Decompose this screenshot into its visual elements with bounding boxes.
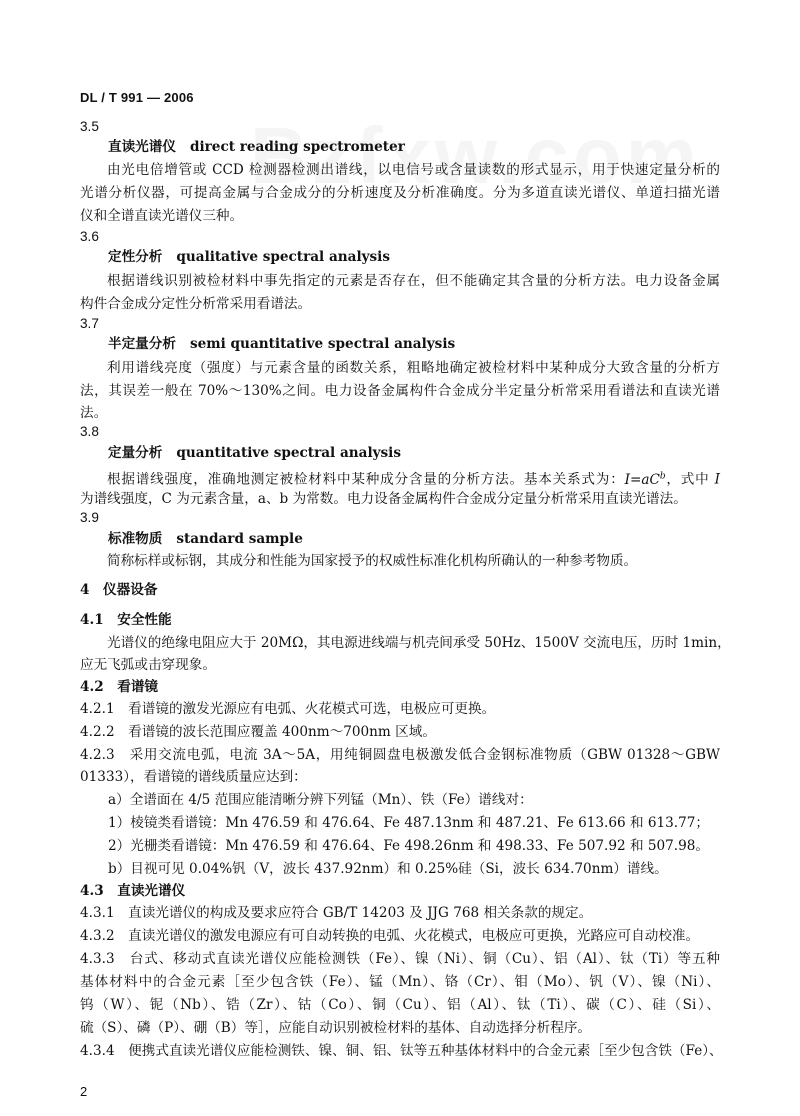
text-run: 根据谱线强度，准确地测定被检材料中某种成分含量的分析方法。基本关系式为：: [107, 471, 625, 488]
paragraph-line: 仪和全谱直读光谱仪三种。: [80, 208, 244, 224]
clause-line: 硫（S）、磷（P）、硼（B）等］，应能自动识别被检材料的基体、自动选择分析程序。: [80, 1020, 592, 1036]
chapter-heading: 4 仪器设备: [80, 582, 158, 598]
section-number: 3.7: [80, 316, 99, 331]
term-english: quantitative spectral analysis: [176, 445, 401, 461]
clause-line: 01333），看谱镜的谱线质量应达到：: [80, 769, 307, 785]
clause-line: 4.3.2 直读光谱仪的激发电源应有可自动转换的电弧、火花模式，电极应可更换，光路应可自动校准。: [80, 928, 700, 944]
section-number: 3.6: [80, 229, 99, 244]
formula: $I=aC^b$: [624, 471, 666, 488]
term-heading: [108, 247, 390, 267]
paragraph-line: [107, 466, 720, 490]
paragraph-line: 法。: [80, 405, 108, 421]
section-number: 3.5: [80, 119, 99, 134]
list-item: a）全谱面在 4/5 范围应能清晰分辨下列锰（Mn）、铁（Fe）谱线对：: [108, 792, 533, 808]
clause-line: 4.3.3 台式、移动式直读光谱仪应能检测铁（Fe）、镍（Ni）、铜（Cu）、铝（Al）、钛（Ti）等五种: [80, 951, 720, 967]
document-header: DL / T 991 — 2006: [80, 90, 194, 105]
term-english: standard sample: [176, 531, 303, 547]
term-heading: [108, 443, 401, 463]
term-heading: [108, 137, 405, 157]
term-english: semi quantitative spectral analysis: [189, 336, 456, 352]
term-heading: [108, 334, 455, 354]
term-chinese: 标准物质: [108, 531, 163, 547]
list-item: b）目视可见 0.04%钒（V，波长 437.92nm）和 0.25%硅（Si，波长 634.70nm）谱线。: [108, 861, 668, 877]
paragraph-line: 光谱分析仪器，可提高金属与合金成分的分析速度及分析准确度。分为多道直读光谱仪、单道扫描光谱: [80, 185, 720, 201]
term-heading: [108, 529, 303, 549]
paragraph-line: 构件合金成分定性分析常采用看谱法。: [80, 296, 312, 312]
text-run: ，式中: [665, 471, 710, 488]
clause-line: 4.2.1 看谱镜的激发光源应有电弧、火花模式可选，电极应可更换。: [80, 701, 496, 717]
clause-line: 钨（W）、铌（Nb）、锆（Zr）、钴（Co）、铜（Cu）、铝（Al）、钛（Ti）、碳（C）、硅（Si）、: [80, 997, 720, 1013]
paragraph-line: 为谱线强度，C 为元素含量，a、b 为常数。电力设备金属构件合金成分定量分析常采用直读光谱法。: [80, 491, 687, 507]
clause-line: 4.3.4 便携式直读光谱仪应能检测铁、镍、铜、铝、钛等五种基体材料中的合金元素［至少包含铁（Fe）、: [80, 1043, 723, 1059]
list-item: 2）光栅类看谱镜：Mn 476.59 和 476.64、Fe 498.26nm 和 498.33、Fe 507.92 和 507.98。: [108, 838, 710, 854]
symbol: I: [714, 471, 721, 488]
paragraph-line: 根据谱线识别被检材料中事先指定的元素是否存在，但不能确定其含量的分析方法。电力设备金属: [107, 273, 720, 289]
term-chinese: 定量分析: [108, 445, 163, 461]
clause-line: 4.2.3 采用交流电弧，电流 3A～5A，用纯铜圆盘电极激发低合金钢标准物质（GBW 01328～GBW: [80, 747, 720, 763]
paragraph-line: 简称标样或标钢，其成分和性能为国家授予的权威性标准化机构所确认的一种参考物质。: [107, 553, 638, 569]
paragraph-line: 应无飞弧或击穿现象。: [80, 657, 216, 673]
clause-line: 4.2.2 看谱镜的波长范围应覆盖 400nm～700nm 区域。: [80, 724, 436, 740]
paragraph-line: 利用谱线亮度（强度）与元素含量的函数关系，粗略地确定被检材料中某种成分大致含量的分析方: [107, 360, 720, 376]
paragraph-line: 法，其误差一般在 70%～130%之间。电力设备金属构件合金成分半定量分析常采用看谱法和直读光谱: [80, 383, 720, 399]
paragraph-line: 光谱仪的绝缘电阻应大于 20MΩ，其电源进线端与机壳间承受 50Hz、1500V 交流电压，历时 1min，: [107, 635, 731, 651]
term-chinese: 直读光谱仪: [108, 139, 176, 155]
page-number: 2: [80, 1084, 88, 1099]
section-heading: 4.1 安全性能: [80, 612, 172, 628]
clause-line: 基体材料中的合金元素［至少包含铁（Fe）、锰（Mn）、铬（Cr）、钼（Mo）、钒（V）、镍（Ni）、: [80, 974, 720, 990]
list-item: 1）棱镜类看谱镜：Mn 476.59 和 476.64、Fe 487.13nm 和 487.21、Fe 613.66 和 613.77；: [108, 815, 710, 831]
term-english: direct reading spectrometer: [189, 139, 405, 155]
section-number: 3.9: [80, 510, 99, 525]
section-heading: 4.3 直读光谱仪: [80, 883, 186, 899]
term-english: qualitative spectral analysis: [176, 249, 390, 265]
clause-line: 4.3.1 直读光谱仪的构成及要求应符合 GB/T 14203 及 JJG 768 相关条款的规定。: [80, 905, 593, 921]
section-heading: 4.2 看谱镜: [80, 679, 159, 695]
paragraph-line: 由光电倍增管或 CCD 检测器检测出谱线，以电信号或含量读数的形式显示，用于快速定量分析的: [107, 162, 720, 178]
term-chinese: 半定量分析: [108, 336, 176, 352]
section-number: 3.8: [80, 424, 99, 439]
term-chinese: 定性分析: [108, 249, 163, 265]
